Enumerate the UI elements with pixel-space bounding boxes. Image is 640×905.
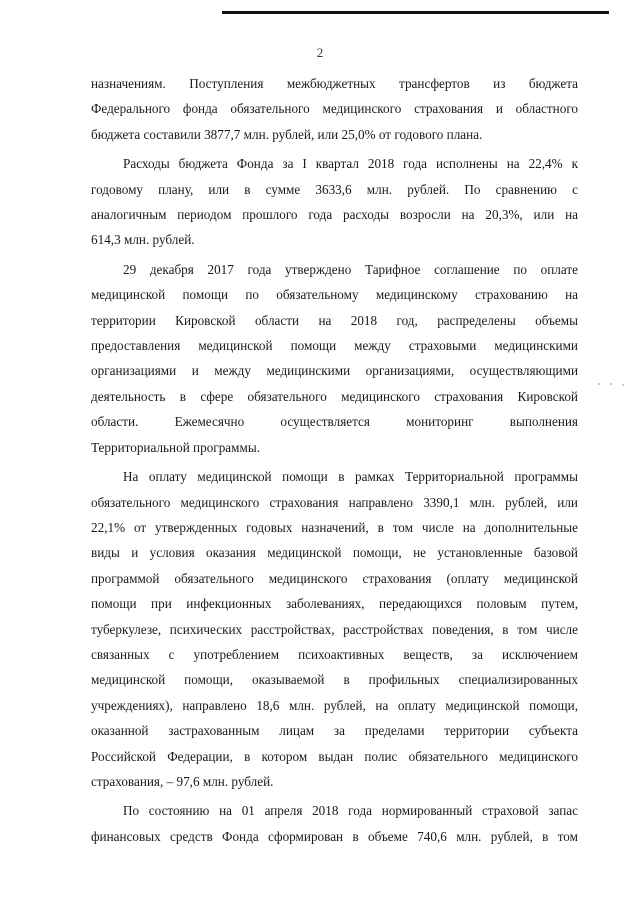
text-line: Территориальной программы. [91,439,261,455]
text-line: страхования, – 97,6 млн. рублей. [91,773,274,789]
text-line: обязательного медицинского страхования направлено 3390,1 млн. рублей, или [91,494,578,510]
document-body [91,71,578,853]
text-line: Расходы бюджета Фонда за I квартал 2018 года исполнены на 22,4% к [123,156,578,172]
text-line: По состоянию на 01 апреля 2018 года нормированный страховой запас [123,803,578,819]
text-line: бюджета составили 3877,7 млн. рублей, или 25,0% от годового плана. [91,126,483,142]
paragraph [91,798,578,849]
text-line: назначениям. Поступления межбюджетных трансфертов из бюджета [91,76,578,91]
paragraph [91,464,578,794]
text-line: предоставления медицинской помощи между страховыми медицинскими [91,338,578,354]
text-line: медицинской помощи, оказываемой в профильных специализированных [91,672,578,688]
text-line: программой обязательного медицинского страхования (оплату медицинской [91,570,578,586]
text-line: На оплату медицинской помощи в рамках Территориальной программы [123,469,578,485]
text-line: 614,3 млн. рублей. [91,232,195,248]
text-line: помощи при инфекционных заболеваниях, передающихся половым путем, [91,596,578,612]
text-line: оказанной застрахованным лицам за пределами территории субъекта [91,723,578,739]
text-line: территории Кировской области на 2018 год, распределены объемы [91,312,578,328]
text-line: организациями и между медицинскими организациями, осуществляющими [91,363,578,379]
scan-artifact [622,384,624,386]
page-number: 2 [316,45,324,60]
paragraph [91,151,578,253]
text-line: учреждениях), направлено 18,6 млн. рублей, на оплату медицинской помощи, [91,697,578,713]
text-line: связанных с употреблением психоактивных веществ, за исключением [91,646,578,662]
text-line: годовому плану, или в сумме 3633,6 млн. рублей. По сравнению с [91,181,578,197]
text-line: виды и условия оказания медицинской помощи, не установленные базовой [91,545,578,561]
text-line: 22,1% от утвержденных годовых назначений, в том числе на дополнительные [91,519,578,535]
text-line: области. Ежемесячно осуществляется мониторинг выполнения [91,414,578,430]
text-line: медицинской помощи по обязательному медицинскому страхованию на [91,287,578,303]
text-line: деятельность в сфере обязательного медицинского страхования Кировской [91,388,578,404]
text-line: Российской Федерации, в котором выдан полис обязательного медицинского [91,748,578,764]
scan-artifact [610,383,612,385]
top-rule [222,11,609,14]
text-line: аналогичным периодом прошлого года расходы возросли на 20,3%, или на [91,207,578,223]
paragraph [91,71,578,147]
text-line: Федерального фонда обязательного медицинского страхования и областного [91,101,578,117]
text-line: финансовых средств Фонда сформирован в объеме 740,6 млн. рублей, в том [91,828,578,844]
scan-artifact [598,383,600,385]
text-line: 29 декабря 2017 года утверждено Тарифное соглашение по оплате [123,261,578,277]
paragraph [91,257,578,460]
text-line: туберкулезе, психических расстройствах, расстройствах поведения, в том числе [91,621,578,637]
